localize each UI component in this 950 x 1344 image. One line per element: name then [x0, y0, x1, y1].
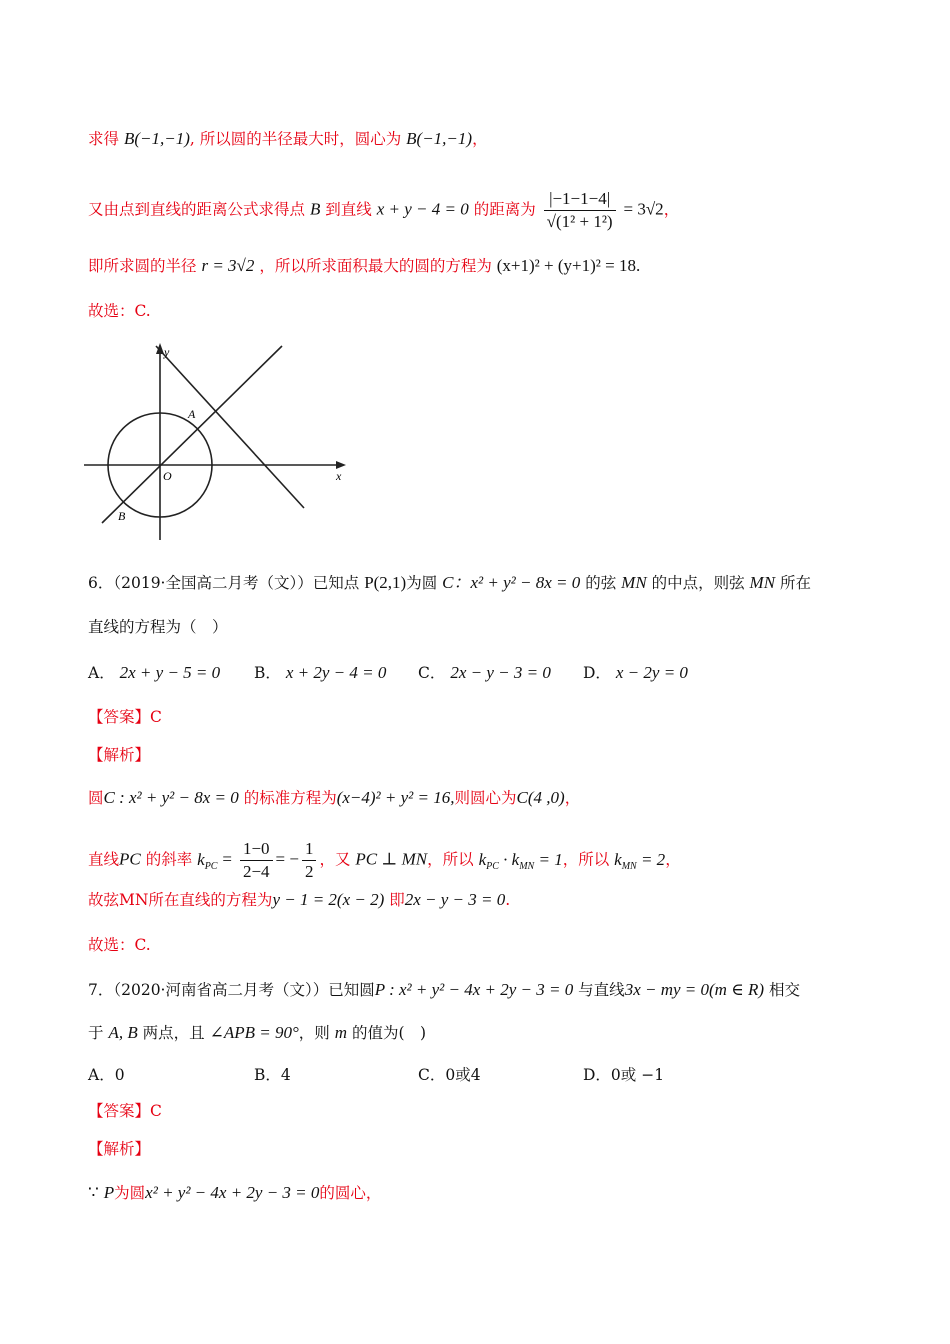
perpendicular-relation: PC ⊥ MN	[355, 849, 428, 869]
circle-equation: x² + y² − 4x + 2y − 3 = 0	[145, 1183, 320, 1202]
text: ，所以	[427, 850, 474, 869]
text: ，所以所求面积最大的圆的方程为	[259, 257, 492, 275]
option-label: A．	[88, 664, 115, 682]
line-x-plus-y-minus-4	[156, 346, 304, 508]
line-y-equals-x	[102, 346, 282, 523]
q7-option-d[interactable]: D．0或 −1	[583, 1066, 665, 1084]
text: 的标准方程为	[243, 789, 337, 807]
point-b: B	[309, 199, 321, 219]
segment-pc: PC	[119, 849, 141, 869]
q6-stem-line-1	[88, 572, 811, 594]
point-p: P	[103, 1183, 115, 1202]
text: 即	[389, 891, 405, 909]
option-label: C．	[418, 664, 446, 682]
standard-equation: (x−4)² + y² = 16,	[336, 788, 455, 807]
text: 直线	[88, 850, 120, 869]
origin-label: O	[163, 469, 172, 483]
slope-symbol: k	[478, 849, 487, 869]
point-p: P(2,1)	[364, 573, 407, 592]
q6-conclusion: 故选：C.	[88, 936, 151, 954]
q7-option-b[interactable]: B．4	[254, 1066, 291, 1084]
fraction-numerator: 1−0	[240, 838, 273, 861]
text: ，	[665, 850, 681, 869]
text: ，又	[319, 850, 351, 869]
distance-fraction	[544, 188, 616, 233]
circle-equation: (x+1)² + (y+1)² = 18.	[496, 256, 641, 275]
text: 7．（2020·河南省高二月考（文））已知圆	[88, 981, 375, 999]
q7-option-c[interactable]: C．0或4	[418, 1066, 481, 1084]
q6-option-d[interactable]	[583, 661, 688, 683]
q6-option-a[interactable]	[88, 661, 220, 683]
radius: r = 3√2	[201, 256, 255, 275]
q6-analysis-tag: 【解析】	[88, 746, 151, 764]
chord-mn: MN	[621, 573, 647, 592]
slope-pc	[197, 849, 218, 872]
slope-subscript: PC	[486, 860, 499, 872]
q5-conclusion: 故选：C.	[88, 302, 151, 320]
text: 的斜率	[145, 850, 193, 869]
points-ab: A, B	[108, 1023, 138, 1042]
q6-solution-line-3	[88, 889, 510, 911]
option-label: D．	[583, 664, 611, 682]
q5-solution-line-1	[88, 128, 488, 150]
text: ，所以	[562, 850, 610, 869]
q7-stem-line-1	[88, 979, 800, 1001]
line-equation: x + y − 4 = 0	[376, 199, 469, 219]
point-b: B(−1,−1)	[406, 129, 473, 148]
fraction-denominator: 2−4	[242, 862, 270, 881]
option-text: x − 2y = 0	[615, 663, 688, 682]
text: 圆	[88, 789, 104, 807]
text: , 所以圆的半径最大时，圆心为	[189, 130, 402, 148]
text: 所在	[779, 574, 811, 592]
angle-apb: ∠APB = 90°	[209, 1023, 299, 1042]
text: 故弦MN所在直线的方程为	[88, 891, 273, 909]
text: 6．（2019·全国高二月考（文））已知点	[88, 574, 360, 592]
equals-minus: = −	[275, 849, 299, 869]
text: 为圆	[114, 1184, 146, 1202]
text: 求得	[88, 130, 120, 148]
q7-stem-line-2	[88, 1022, 426, 1044]
text: 的圆心，	[319, 1184, 382, 1202]
slope-mn	[614, 849, 666, 872]
answer-tag: 【答案】	[88, 1102, 151, 1120]
text: ，则	[298, 1024, 330, 1042]
q7-answer	[88, 1100, 162, 1122]
slope-product	[478, 849, 563, 872]
slope-value-fraction	[302, 838, 317, 883]
distance-result: = 3√2	[623, 199, 664, 219]
text: ，	[472, 130, 488, 148]
q6-option-b[interactable]	[254, 661, 386, 683]
option-text: x + 2y − 4 = 0	[285, 663, 387, 682]
text: 为圆	[406, 574, 438, 592]
point-slope-equation: y − 1 = 2(x − 2)	[272, 890, 385, 909]
q6-option-c[interactable]	[418, 661, 551, 683]
because-symbol: ∵	[88, 1183, 99, 1202]
text: 的距离为	[473, 200, 536, 219]
line-equation: 2x − y − 3 = 0	[404, 890, 506, 909]
option-text: 2x + y − 5 = 0	[119, 663, 221, 682]
text: 又由点到直线的距离公式求得点	[88, 200, 306, 219]
text: 则圆心为	[454, 789, 517, 807]
q7-solution-line-1	[88, 1182, 381, 1204]
q5-solution-line-2	[88, 188, 679, 233]
slope-subscript: MN	[519, 860, 535, 872]
text: 的弦	[585, 574, 617, 592]
product-mid: · k	[498, 849, 520, 869]
text: 的中点，则弦	[651, 574, 745, 592]
point-b: B(−1,−1)	[123, 129, 190, 148]
option-label: B．	[254, 664, 281, 682]
slope-symbol: k	[197, 849, 205, 869]
circle-equation: C：x² + y² − 8x = 0	[442, 573, 581, 592]
text: 的值为( )	[351, 1024, 427, 1042]
y-axis-label: y	[164, 345, 170, 359]
variable-m: m	[334, 1023, 348, 1042]
q6-solution-line-1	[88, 787, 580, 809]
circle-center: C(4 ,0)	[516, 788, 565, 807]
text: 即所求圆的半径	[88, 257, 197, 275]
slope-subscript: PC	[204, 860, 218, 872]
text: ，	[663, 200, 680, 219]
chord-mn: MN	[749, 573, 776, 592]
q7-analysis-tag: 【解析】	[88, 1140, 151, 1158]
slope-subscript: MN	[621, 860, 637, 872]
answer-value: C	[150, 1102, 162, 1120]
text: 于	[88, 1024, 104, 1042]
text: 与直线	[578, 981, 625, 999]
q5-solution-line-3	[88, 255, 640, 277]
x-axis-arrow	[336, 461, 346, 469]
slope-symbol: k	[614, 849, 622, 869]
q6-stem-line-2: 直线的方程为（ ）	[88, 618, 228, 636]
fraction-numerator: |−1−1−4|	[544, 188, 616, 211]
q7-option-a[interactable]: A．0	[88, 1066, 125, 1084]
q6-answer	[88, 706, 162, 728]
product-result: = 1	[534, 849, 563, 869]
text: 两点，且	[142, 1024, 205, 1042]
text: ，	[564, 789, 581, 807]
fraction-denominator: 2	[304, 862, 314, 881]
answer-value: C	[150, 708, 162, 726]
answer-tag: 【答案】	[88, 708, 151, 726]
line-equation: 3x − my = 0(m ∈ R)	[624, 980, 765, 999]
q6-solution-line-2: 直线PC 的斜率 $k_{PC}$ = $\frac{1-0}{2-4}$ = − $\frac{1}{2}$ ，又 PC ⊥ MN，所以 $k_{PC} \cdot k_{MN} = 1$，所以 $k_{MN} = 2$，	[88, 839, 681, 881]
slope-result: = 2	[636, 849, 666, 869]
coordinate-figure	[84, 340, 354, 540]
circle-equation: P : x² + y² − 4x + 2y − 3 = 0	[374, 980, 574, 999]
point-a-label: A	[188, 407, 196, 421]
option-text: 2x − y − 3 = 0	[450, 663, 551, 682]
text: 相交	[769, 981, 801, 999]
x-axis-label: x	[336, 469, 342, 483]
fraction-denominator: √(1² + 1²)	[546, 212, 613, 231]
text: .	[505, 891, 511, 909]
point-b-label: B	[118, 509, 126, 523]
fraction-numerator: 1	[302, 838, 317, 861]
slope-fraction	[240, 838, 273, 883]
circle-equation: C : x² + y² − 8x = 0	[103, 788, 239, 807]
text: 到直线	[325, 200, 372, 219]
